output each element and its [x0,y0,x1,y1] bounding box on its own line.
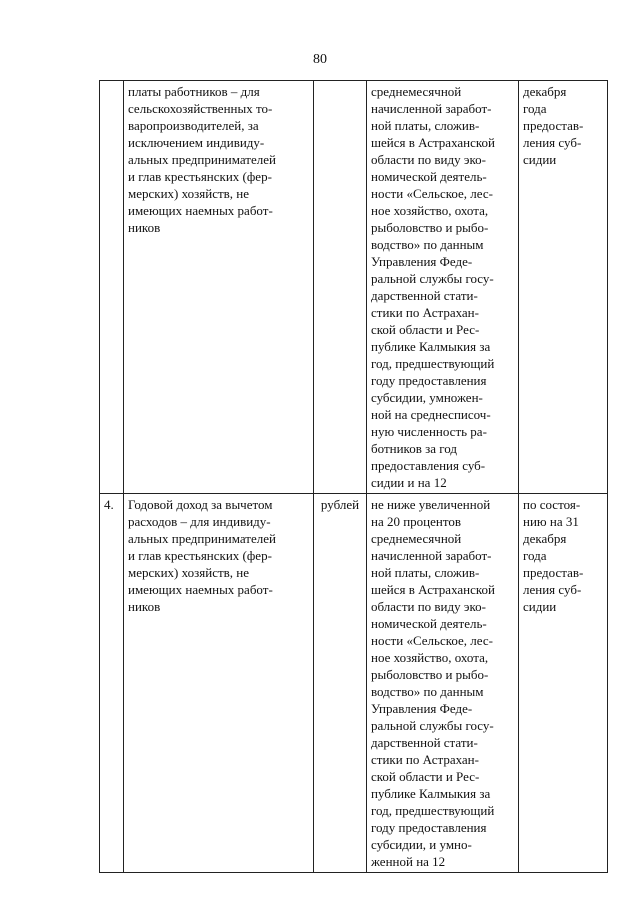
indicator-name-cell: Годовой доход за вычетом расходов – для индивиду- альных предпринимателей и глав крестьянских (фер- мерских) хозяйств, не имеющих наемных работ- ников [124,494,314,873]
criteria-table [99,80,608,873]
row-number-cell [100,81,124,494]
indicator-name-cell: платы работников – для сельскохозяйственных то- варопроизводителей, за исключением индивиду- альных предпринимателей и глав крестьянских (фер- мерских) хозяйств, не имеющих наемных работ- ников [124,81,314,494]
criterion-cell: среднемесячной начисленной заработ- ной платы, сложив- шейся в Астраханской области по виду эко- номической деятель- ности «Сельское, лес- ное хозяйство, охота, рыболовство и рыбо- водство» по данным Управления Феде- ральной службы госу- дарственной стати- стики по Астрахан- ской области и Рес- публике Калмыкия за год, предшествующий году предоставления субсидии, умножен- ной на среднесписоч- ную численность ра- ботников за год предоставления суб- сидии и на 12 [367,81,519,494]
table-row [100,494,608,873]
table-row [100,81,608,494]
unit-cell [314,81,367,494]
unit-cell: рублей [314,494,367,873]
period-cell: декабря года предостав- ления суб- сидии [519,81,608,494]
row-number-cell: 4. [100,494,124,873]
page-number: 80 [313,52,327,67]
criterion-cell: не ниже увеличенной на 20 процентов среднемесячной начисленной заработ- ной платы, сложив- шейся в Астраханской области по виду эко- номической деятель- ности «Сельское, лес- ное хозяйство, охота, рыболовство и рыбо- водство» по данным Управления Феде- ральной службы госу- дарственной стати- стики по Астрахан- ской области и Рес- публике Калмыкия за год, предшествующий году предоставления субсидии, и умно- женной на 12 [367,494,519,873]
period-cell: по состоя- нию на 31 декабря года предостав- ления суб- сидии [519,494,608,873]
